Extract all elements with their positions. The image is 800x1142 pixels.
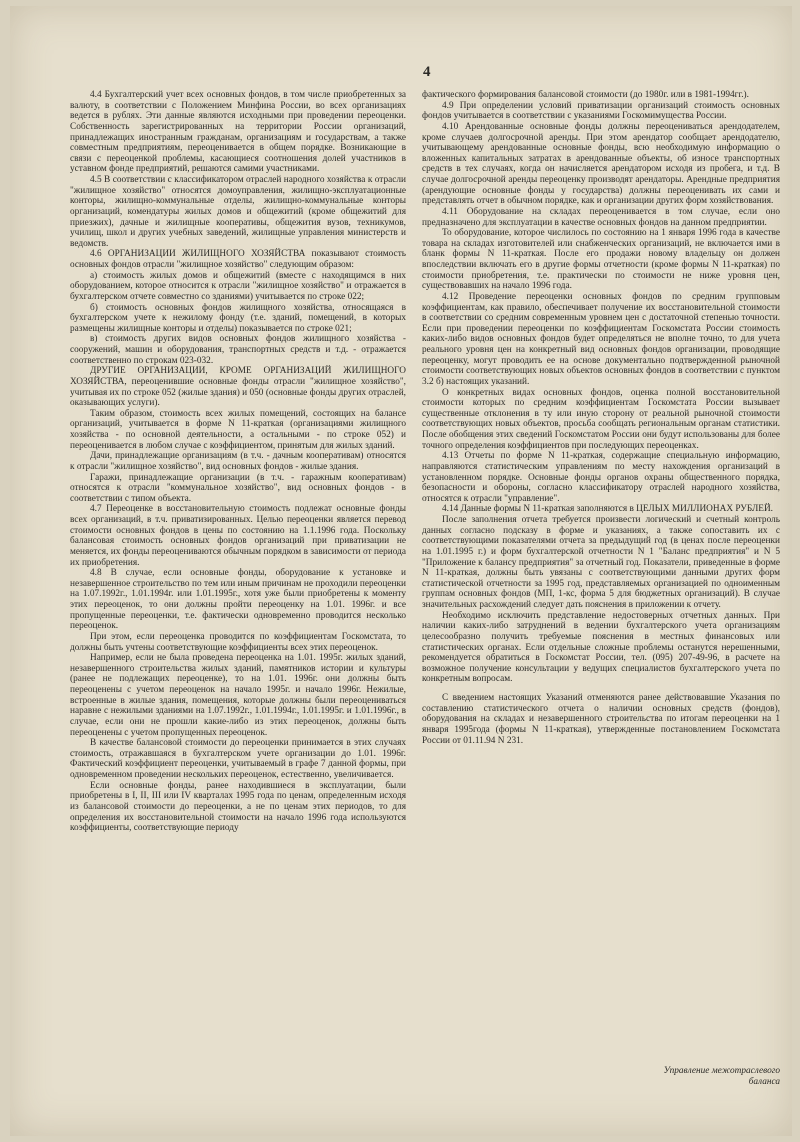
paragraph-4-14: 4.14 Данные формы N 11-краткая заполняются в ЦЕЛЫХ МИЛЛИОНАХ РУБЛЕЙ. [442, 504, 774, 515]
paragraph-specific-types: О конкретных видах основных фондов, оценка полной восстановительной стоимости которых по средним коэффициентам Госкомстата России вызывает существенные отклонения в ту или иную сторону от реальной рыночной стоимости соответствующих новых объектов, просьба сообщать региональным органам статистики. После обобщения этих сведений Госкомстатом России они будут использованы для более точного определения коэффициентов при последующих переоценках. [422, 387, 780, 451]
paragraph-4-6-b: б) стоимость основных фондов жилищного хозяйства, относящаяся в бухгалтерском учете к нежилому фонду (т.е. зданий, помещений, в которых размещены жилищные конторы и отделы) показывается по строке 021; [70, 302, 406, 334]
paragraph-after-filling: После заполнения отчета требуется произвести логический и счетный контроль данных согласно подсказу в форме и указаниях, а также сопоставить их с соответствующими показателями отчета за предыдущий год (в ценах после переоценки на 1.01.1995 г.) и форм бухгалтерской отчетности N 1 "Баланс предприятия" и N 5 "Приложение к балансу предприятия" за отчетный год. Показатели, приведенные в форме N 11-краткая, должны быть увязаны с соответствующими данными других форм статистической отчетности за 1995 год, представляемых организацией по одноименным группам основных фондов (МП, 1-кс, форма 5 для бюджетных организаций). В случае значительных расхождений следует дать пояснения в приложении к отчету. [422, 515, 780, 610]
paragraph-4-13: 4.13 Отчеты по форме N 11-краткая, содержащие специальную информацию, направляются статистическим управлениям по месту нахождения организаций в установленном порядке. Основные фонды органов охраны общественного порядка, безопасности и обороны, согласно классификатору отраслей народного хозяйства, относятся к отрасли "управление". [422, 451, 780, 504]
paragraph-4-6-c: в) стоимость других видов основных фондов жилищного хозяйства - сооружений, машин и оборудования, транспортных средств и т.д. - отражается соответственно по строкам 023-032. [70, 334, 406, 366]
paragraph-exclude-unreliable: Необходимо исключить представление недостоверных отчетных данных. При наличии каких-либо затруднений в ведении бухгалтерского учета организациям целесообразно получить требуемые пояснения в местных финансовых или статистических органах. Если отдельные сложные проблемы останутся нерешенными, рекомендуется обратиться в Госкомстат России, тел. (095) 207-49-96, в расчете на возможное получение консультации у ведущих специалистов бухгалтерского учета по конкретным вопросам. [422, 610, 780, 685]
paragraph-4-8: 4.8 В случае, если основные фонды, оборудование к установке и незавершенное строительство по тем или иным причинам не проходили переоценки на 1.07.1992г., 1.01.1994г. или 1.01.1995г., хотя уже были приобретены к моменту этих переоценок, то они должны пройти переоценку на 1.01. 1996г. и все пропущенные переоценки, т.е. фактически одновременно проводится несколько переоценок. [70, 568, 406, 632]
paragraph-4-7: 4.7 Переоценке в восстановительную стоимость подлежат основные фонды всех организаций, в т.ч. приватизированных. Целью переоценки является перевод стоимости основных фондов в цены по состоянию на 1.1.1996 года. Поскольку балансовая стоимость основных фондов организаций при приватизации не меняется, их фонды переоцениваются обычным порядком в зависимости от периода их приобретения. [70, 504, 406, 568]
paragraph-dachas: Дачи, принадлежащие организациям (в т.ч. - дачным кооперативам) относятся к отрасли "жилищное хозяйство", вид основных фондов - жилые здания. [70, 451, 406, 472]
paragraph-continuation: фактического формирования балансовой стоимости (до 1980г. или в 1981-1994гг.). [422, 90, 749, 100]
paragraph-4-10: 4.10 Арендованные основные фонды должны переоцениваться арендодателем, кроме случаев долгосрочной аренды. При этом арендатор сообщает арендодателю, учитывающему арендованные основные фонды, всю необходимую информацию о вложенных капитальных затратах в арендованные объекты, об износе транспортных средств в тех случаях, когда он начисляется арендатором исходя из пробега, и т.д. В случае долгосрочной аренды переоценку производят арендаторы. Арендные предприятия (арендующие основные фонды у государства) должны переоценивать их сами и представлять отчет в обычном порядке, как и организации других форм хозяйствования. [422, 121, 780, 207]
paragraph-balance-value: В качестве балансовой стоимости до переоценки принимается в этих случаях стоимость, отражавшаяся в бухгалтерском учете организации до 1.01. 1996г. Фактический коэффициент переоценки, учитываемый в графе 7 данной формы, при одновременном проведении нескольких переоценок, естественно, увеличивается. [70, 738, 406, 780]
spacer [422, 685, 780, 693]
paragraph-goskomstat-coefficients: При этом, если переоценка проводится по коэффициентам Госкомстата, то должны быть учтены соответствующие коэффициенты всех этих переоценок. [70, 631, 406, 653]
paragraph-example: Например, если не была проведена переоценка на 1.01. 1995г. жилых зданий, незавершенного строительства жилых зданий, памятников истории и культуры (ранее не подлежащих переоценке), то на 1.01. 1996г. они должны быть переоценены с учетом переоценок на начало 1995г. и начало 1996г. Нежилые, встроенные в жилые здания, помещения, которые должны были переоцениваться наравне с нежилыми зданиями на 1.07.1992г., 1.01.1994г., 1.01.1995г. и 1.01.1996г., в случае, если они не прошли какие-либо из этих переоценок, должны быть переоценены с учетом пропущенных переоценок. [70, 653, 406, 738]
signature-line-1: Управление межотраслевого [663, 1066, 780, 1076]
paragraph-warehouse-equipment: То оборудование, которое числилось по состоянию на 1 января 1996 года в качестве товара на складах изготовителей или снабженческих организаций, не включается ими в бланк формы N 11-краткая. После его продажи новому владельцу он должен впоследствии включать его в другие формы отчетности (кроме формы N 11-краткая) по стоимости приобретения, т.е. практически по стоимости не ниже уровня цен, существовавших на начало 1996 года. [422, 228, 780, 292]
paragraph-4-4: 4.4 Бухгалтерский учет всех основных фондов, в том числе приобретенных за валюту, в соответствии с Положением Минфина России, во всех организациях ведется в рублях. Эти данные являются исходными при проведении переоценки. Собственность зарегистрированных на территории России организаций, принадлежащих иностранным гражданам, организациям и государствам, а также совместным предприятиям, переоценивается в общем порядке. Возникающие в связи с переоценкой проблемы, касающиеся соотношения долей участников в уставном фонде предприятий, решаются самими участниками. [70, 90, 406, 175]
document-page [10, 6, 792, 1136]
paragraph-acquired-1995: Если основные фонды, ранее находившиеся в эксплуатации, были приобретены в I, II, III или IV кварталах 1995 года по ценам, определенным исходя из балансовой стоимости до переоценки, а не по ценам этих периодов, то для определения их восстановительной стоимости на начало 1996 года используются коэффициенты, соответствующие периоду [70, 780, 406, 834]
paragraph-4-11: 4.11 Оборудование на складах переоценивается в том случае, если оно предназначено для эксплуатации в качестве основных фондов на данном предприятии. [422, 206, 780, 228]
paragraph-other-organizations: ДРУГИЕ ОРГАНИЗАЦИИ, КРОМЕ ОРГАНИЗАЦИЙ ЖИЛИЩНОГО ХОЗЯЙСТВА, переоценившие основные фонды отрасли "жилищное хозяйство", учитывая их по строке 052 (жилые здания) и 050 (основные фонды других отраслей, оказывающих услуги). [70, 366, 406, 409]
paragraph-garages: Гаражи, принадлежащие организации (в т.ч. - гаражным кооперативам) относятся к отрасли "коммунальное хозяйство", вид основных фондов - в соответствии с типом объекта. [70, 472, 406, 504]
right-column [422, 90, 780, 746]
signature-block [590, 1066, 780, 1088]
paragraph-4-5: 4.5 В соответствии с классификатором отраслей народного хозяйства к отрасли "жилищное хозяйство" относятся домоуправления, жилищно-эксплуатационные конторы, жилищно-коммунальные отделы, жилищно-коммунальные конторы организаций, комендатуры жилых домов и общежитий (кроме общежитий для приезжих), дачные и жилищные кооперативы, общежития вузов, техникумов, училищ, школ и других учебных заведений, жилищные управления министерств и ведомств. [70, 175, 406, 249]
signature-line-2: баланса [748, 1077, 780, 1087]
left-column [70, 90, 406, 834]
paragraph-4-6: 4.6 ОРГАНИЗАЦИИ ЖИЛИЩНОГО ХОЗЯЙСТВА показывают стоимость основных фондов отрасли "жилищное хозяйство" следующим образом: [70, 249, 406, 270]
page-number: 4 [423, 64, 431, 80]
paragraph-4-6-a: а) стоимость жилых домов и общежитий (вместе с находящимся в них оборудованием, которое относится к отрасли "жилищное хозяйство" и отражается в бухгалтерском отчете совместно со зданиями) учитывается по строке 022; [70, 270, 406, 302]
paragraph-4-9: 4.9 При определении условий приватизации организаций стоимость основных фондов учитывается в соответствии с указаниями Госкомимущества России. [422, 100, 780, 122]
paragraph-residential-premises: Таким образом, стоимость всех жилых помещений, состоящих на балансе организаций, учитывается в форме N 11-краткая (организациями жилищного хозяйства - по основной деятельности, а остальными - по строке 052) и переоценивается в любом случае с коэффициентом, принятым для жилых зданий. [70, 408, 406, 451]
paragraph-4-12: 4.12 Проведение переоценки основных фондов по средним групповым коэффициентам, как правило, обеспечивает получение их восстановительной стоимости в соответствии со средним современным уровнем цен с достаточной степенью точности. Если при проведении переоценки по коэффициентам Госкомстата России стоимость каких-либо видов основных фондов будет определяться не вполне точно, то для учета реального уровня цен на конкретный вид основных фондов организации, проводящие переоценку, могут проводить ее на основе документально подтвержденной рыночной стоимости соответствующих новых объектов основных фондов в соответствии с пунктом 3.2 б) настоящих указаний. [422, 291, 780, 387]
paragraph-cancellation: С введением настоящих Указаний отменяются ранее действовавшие Указания по составлению статистического отчета о наличии основных средств (фондов), оборудования на складах и незавершенного строительства по итогам переоценки на 1 января 1995года (формы N 11-краткая), утвержденные постановлением Госкомстата России от 01.11.94 N 231. [422, 693, 780, 746]
